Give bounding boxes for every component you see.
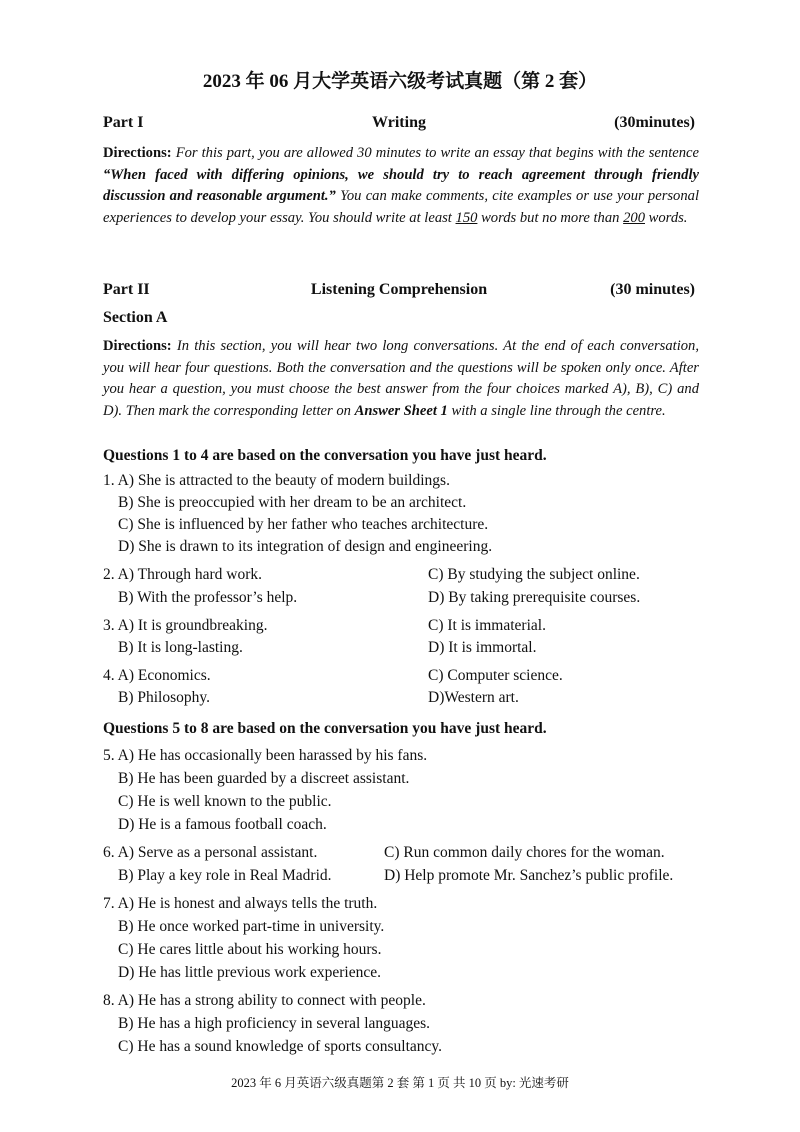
q3-option-d: D) It is immortal. [428,639,537,656]
part1-header [103,114,695,136]
part1-directions-quote: “When faced with differing opinions, we should try to reach agreement through friendly discussion and reasonable argument.” [103,166,699,204]
q6-option-d: D) Help promote Mr. Sanchez’s public profile. [384,867,674,884]
part2-directions [103,336,699,422]
page-footer: 2023 年 6 月英语六级真题第 2 套 第 1 页 共 10 页 by: 光速考研 [231,1076,569,1090]
part2-directions-label: Directions: [103,338,172,354]
part2-time: (30 minutes) [610,281,695,298]
part2-directions-text-a: In this section, you will hear two long conversations. At the end of each conversation, you will hear four questions. Both the conversation and the questions will be spoken only once. After you hear a question, you must choose the best answer from the four choices marked A), B), C) and D). Then mark the corresponding letter on [103,338,699,419]
page-title: 2023 年 06 月大学英语六级考试真题（第 2 套） [202,71,598,92]
part2-label: Part II [103,281,150,298]
group2-heading: Questions 5 to 8 are based on the conversation you have just heard. [103,720,547,737]
q7-option-d: D) He has little previous work experience. [118,964,381,981]
part1-min-words: 150 [455,209,478,226]
part1-directions-label: Directions: [103,145,172,161]
part2-directions-text-b: with a single line through the centre. [451,402,666,419]
part1-name: Writing [372,114,426,131]
part1-directions-text-c: words but no more than [481,209,620,226]
part2-header [103,281,695,303]
section-a-heading: Section A [103,309,168,326]
q6-option-c: C) Run common daily chores for the woman. [384,844,665,861]
part1-label: Part I [103,114,144,131]
q8-option-b: B) He has a high proficiency in several languages. [118,1015,431,1032]
q5-option-a: 5. A) He has occasionally been harassed by his fans. [103,747,428,764]
q2-option-c: C) By studying the subject online. [428,566,640,583]
part2-name: Listening Comprehension [310,281,488,298]
group1-heading: Questions 1 to 4 are based on the conversation you have just heard. [103,447,547,464]
q1-option-a: 1. A) She is attracted to the beauty of modern buildings. [103,472,450,489]
q7-option-c: C) He cares little about his working hours. [118,941,382,958]
q2-option-b: B) With the professor’s help. [118,589,298,606]
q5-option-d: D) He is a famous football coach. [118,816,327,833]
q8-option-a: 8. A) He has a strong ability to connect with people. [103,992,426,1009]
q4-option-d: D)Western art. [428,689,519,706]
q4-option-a: 4. A) Economics. [103,667,211,684]
q8-option-c: C) He has a sound knowledge of sports consultancy. [118,1038,443,1055]
q2-option-d: D) By taking prerequisite courses. [428,589,641,606]
q4-option-b: B) Philosophy. [118,689,211,706]
part1-time: (30minutes) [614,114,695,131]
answer-sheet-ref: Answer Sheet 1 [354,402,448,419]
part1-directions [103,143,699,229]
q4-option-c: C) Computer science. [428,667,563,684]
q1-option-d: D) She is drawn to its integration of design and engineering. [118,538,493,555]
part1-directions-text-d: words. [648,209,688,226]
q3-option-b: B) It is long-lasting. [118,639,243,656]
q6-option-b: B) Play a key role in Real Madrid. [118,867,332,884]
q1-option-c: C) She is influenced by her father who teaches architecture. [118,516,489,533]
part1-max-words: 200 [623,209,645,226]
q5-option-c: C) He is well known to the public. [118,793,332,810]
q6-option-a: 6. A) Serve as a personal assistant. [103,844,318,861]
part1-directions-text-a: For this part, you are allowed 30 minutes to write an essay that begins with the sentence [175,145,699,161]
q3-option-a: 3. A) It is groundbreaking. [103,617,268,634]
q7-option-b: B) He once worked part-time in university. [118,918,385,935]
q5-option-b: B) He has been guarded by a discreet assistant. [118,770,410,787]
q2-option-a: 2. A) Through hard work. [103,566,262,583]
q3-option-c: C) It is immaterial. [428,617,546,634]
q1-option-b: B) She is preoccupied with her dream to be an architect. [118,494,467,511]
part1-directions-text-b: You can make comments, cite examples or use your personal experiences to develop your essay. You should write at least [103,188,699,226]
q7-option-a: 7. A) He is honest and always tells the truth. [103,895,378,912]
